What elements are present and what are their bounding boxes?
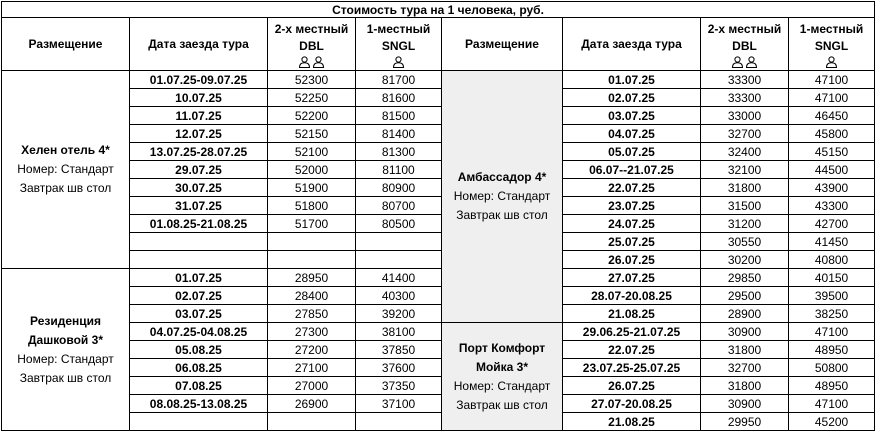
sngl-price-cell: 38250: [789, 305, 875, 323]
dbl-price-cell: 31800: [701, 377, 789, 395]
date-cell: 23.07.25-25.07.25: [563, 359, 701, 377]
header-placement: Размещение: [2, 18, 130, 71]
sngl-price-cell: 48950: [789, 341, 875, 359]
dbl-price-cell: 30900: [701, 323, 789, 341]
date-cell: 29.07.25: [130, 161, 268, 179]
date-cell: 01.07.25: [130, 269, 268, 287]
table-row: [2, 215, 875, 233]
date-cell: 07.08.25: [130, 377, 268, 395]
sngl-price-cell: 41400: [356, 269, 442, 287]
sngl-price-cell: 45800: [789, 125, 875, 143]
sngl-price-cell: 45200: [789, 413, 875, 431]
table-row: [2, 287, 875, 305]
date-cell: 26.07.25: [563, 377, 701, 395]
date-cell: [130, 413, 268, 431]
header-dbl-line1: 2-х местный: [707, 21, 782, 36]
header-sngl: [356, 18, 442, 71]
sngl-price-cell: 46450: [789, 107, 875, 125]
sngl-price-cell: 37850: [356, 341, 442, 359]
table-row: [2, 107, 875, 125]
sngl-price-cell: 44500: [789, 161, 875, 179]
sngl-price-cell: 37100: [356, 395, 442, 413]
date-cell: 21.08.25: [563, 413, 701, 431]
hotel-name: Хелен отель 4*: [21, 143, 110, 157]
dbl-price-cell: 30550: [701, 233, 789, 251]
sngl-price-cell: 80500: [356, 215, 442, 233]
date-cell: 02.07.25: [563, 89, 701, 107]
person-icon: [392, 56, 405, 68]
dbl-price-cell: 27850: [268, 305, 356, 323]
dbl-price-cell: 30200: [701, 251, 789, 269]
hotel-meal: Завтрак шв стол: [19, 370, 112, 385]
table-row: [2, 197, 875, 215]
sngl-price-cell: 81500: [356, 107, 442, 125]
date-cell: 03.07.25: [130, 305, 268, 323]
table-row: [2, 251, 875, 269]
dbl-price-cell: 52150: [268, 125, 356, 143]
dbl-price-cell: 29500: [701, 287, 789, 305]
sngl-price-cell: 80700: [356, 197, 442, 215]
table-row: [2, 143, 875, 161]
sngl-price-cell: 81700: [356, 71, 442, 89]
dbl-price-cell: 52000: [268, 161, 356, 179]
date-cell: 01.08.25-21.08.25: [130, 215, 268, 233]
date-cell: 02.07.25: [130, 287, 268, 305]
sngl-price-cell: 45150: [789, 143, 875, 161]
dbl-price-cell: 32700: [701, 125, 789, 143]
sngl-price-cell: 81100: [356, 161, 442, 179]
table-row: [2, 413, 875, 431]
sngl-price-cell: 48950: [789, 377, 875, 395]
sngl-price-cell: 81400: [356, 125, 442, 143]
header-dbl-line1: 2-х местный: [274, 21, 349, 36]
sngl-price-cell: 39200: [356, 305, 442, 323]
table-row: [2, 179, 875, 197]
hotel-room: Номер: Стандарт: [453, 189, 551, 203]
header-dbl-line2: DBL: [299, 38, 324, 53]
sngl-price-cell: 42700: [789, 215, 875, 233]
dbl-price-cell: 52250: [268, 89, 356, 107]
hotel-meal: Завтрак шв стол: [456, 397, 548, 412]
dbl-price-cell: 28400: [268, 287, 356, 305]
date-cell: 29.06.25-21.07.25: [563, 323, 701, 341]
date-cell: 03.07.25: [563, 107, 701, 125]
date-cell: [130, 251, 268, 269]
header-date: Дата заезда тура: [130, 18, 268, 71]
sngl-price-cell: 40150: [789, 269, 875, 287]
dbl-price-cell: 31800: [701, 179, 789, 197]
dbl-price-cell: [268, 413, 356, 431]
table-row: [2, 305, 875, 323]
hotel-cell: [442, 71, 563, 323]
person-icon: [298, 56, 311, 68]
date-cell: 31.07.25: [130, 197, 268, 215]
date-cell: 28.07-20.08.25: [563, 287, 701, 305]
sngl-price-cell: 81300: [356, 143, 442, 161]
header-placement-right: Размещение: [442, 18, 563, 71]
date-cell: 27.07.25: [563, 269, 701, 287]
date-cell: 12.07.25: [130, 125, 268, 143]
sngl-price-cell: 43900: [789, 179, 875, 197]
date-cell: 04.07.25: [563, 125, 701, 143]
sngl-price-cell: 50800: [789, 359, 875, 377]
sngl-price-cell: [356, 233, 442, 251]
date-cell: 27.07-20.08.25: [563, 395, 701, 413]
dbl-price-cell: [268, 233, 356, 251]
sngl-price-cell: [356, 413, 442, 431]
header-sngl-line1: 1-местный: [799, 21, 864, 36]
sngl-price-cell: [356, 251, 442, 269]
sngl-price-cell: 37600: [356, 359, 442, 377]
header-sngl-line1: 1-местный: [366, 21, 431, 36]
header-dbl-line2: DBL: [732, 38, 757, 53]
date-cell: [130, 233, 268, 251]
table-row: [2, 89, 875, 107]
table-row: [2, 323, 875, 341]
date-cell: 01.07.25-09.07.25: [130, 71, 268, 89]
dbl-price-cell: 32100: [701, 161, 789, 179]
table-row: [2, 395, 875, 413]
dbl-price-cell: 52100: [268, 143, 356, 161]
dbl-price-cell: 32400: [701, 143, 789, 161]
person-icon: [825, 56, 838, 68]
date-cell: 01.07.25: [563, 71, 701, 89]
dbl-price-cell: [268, 251, 356, 269]
person-icon: [731, 56, 744, 68]
header-sngl-right: [789, 18, 875, 71]
table-row: [2, 341, 875, 359]
dbl-price-cell: 27200: [268, 341, 356, 359]
table-row: [2, 71, 875, 89]
date-cell: 21.08.25: [563, 305, 701, 323]
date-cell: 26.07.25: [563, 251, 701, 269]
date-cell: 04.07.25-04.08.25: [130, 323, 268, 341]
hotel-name: Амбассадор 4*: [457, 170, 547, 184]
date-cell: 22.07.25: [563, 341, 701, 359]
sngl-price-cell: 40800: [789, 251, 875, 269]
dbl-price-cell: 32700: [701, 359, 789, 377]
dbl-price-cell: 31500: [701, 197, 789, 215]
header-date-right: Дата заезда тура: [563, 18, 701, 71]
date-cell: 08.08.25-13.08.25: [130, 395, 268, 413]
table-title: Стоимость тура на 1 человека, руб.: [2, 2, 875, 18]
dbl-price-cell: 33300: [701, 71, 789, 89]
price-table: [1, 1, 875, 431]
date-cell: 06.08.25: [130, 359, 268, 377]
dbl-price-cell: 26900: [268, 395, 356, 413]
header-sngl-line2: SNGL: [814, 38, 849, 53]
dbl-price-cell: 29950: [701, 413, 789, 431]
dbl-price-cell: 52200: [268, 107, 356, 125]
sngl-price-cell: 47100: [789, 395, 875, 413]
date-cell: 11.07.25: [130, 107, 268, 125]
dbl-price-cell: 28900: [701, 305, 789, 323]
date-cell: 05.07.25: [563, 143, 701, 161]
dbl-price-cell: 51900: [268, 179, 356, 197]
hotel-meal: Завтрак шв стол: [456, 208, 548, 222]
table-row: [2, 377, 875, 395]
person-icon: [745, 56, 758, 68]
dbl-price-cell: 51700: [268, 215, 356, 233]
person-icon: [312, 56, 325, 68]
date-cell: 30.07.25: [130, 179, 268, 197]
hotel-name: Порт Комфорт Мойка 3*: [458, 340, 546, 374]
date-cell: 25.07.25: [563, 233, 701, 251]
dbl-price-cell: 31200: [701, 215, 789, 233]
sngl-price-cell: 43300: [789, 197, 875, 215]
sngl-price-cell: 81600: [356, 89, 442, 107]
date-cell: 23.07.25: [563, 197, 701, 215]
table-row: [2, 125, 875, 143]
hotel-name: Резиденция Дашковой 3*: [27, 313, 103, 347]
sngl-price-cell: 41450: [789, 233, 875, 251]
hotel-room: Номер: Стандарт: [17, 162, 114, 176]
dbl-price-cell: 33000: [701, 107, 789, 125]
date-cell: 22.07.25: [563, 179, 701, 197]
hotel-meal: Завтрак шв стол: [19, 181, 112, 195]
sngl-price-cell: 47100: [789, 71, 875, 89]
header-dbl: [268, 18, 356, 71]
sngl-price-cell: 39500: [789, 287, 875, 305]
dbl-price-cell: 27300: [268, 323, 356, 341]
table-row: [2, 269, 875, 287]
date-cell: 05.08.25: [130, 341, 268, 359]
table-row: [2, 161, 875, 179]
sngl-price-cell: 40300: [356, 287, 442, 305]
sngl-price-cell: 47100: [789, 89, 875, 107]
header-dbl-right: [701, 18, 789, 71]
hotel-cell: [2, 71, 130, 269]
dbl-price-cell: 52300: [268, 71, 356, 89]
hotel-room: Номер: Стандарт: [453, 378, 551, 393]
header-sngl-line2: SNGL: [381, 38, 416, 53]
dbl-price-cell: 51800: [268, 197, 356, 215]
table-row: [2, 359, 875, 377]
dbl-price-cell: 27000: [268, 377, 356, 395]
sngl-price-cell: 37350: [356, 377, 442, 395]
dbl-price-cell: 31800: [701, 341, 789, 359]
date-cell: 24.07.25: [563, 215, 701, 233]
dbl-price-cell: 33300: [701, 89, 789, 107]
date-cell: 06.07--21.07.25: [563, 161, 701, 179]
dbl-price-cell: 27100: [268, 359, 356, 377]
date-cell: 13.07.25-28.07.25: [130, 143, 268, 161]
date-cell: 10.07.25: [130, 89, 268, 107]
sngl-price-cell: 47100: [789, 323, 875, 341]
hotel-cell: [2, 269, 130, 431]
dbl-price-cell: 29850: [701, 269, 789, 287]
hotel-room: Номер: Стандарт: [17, 351, 114, 366]
table-row: [2, 233, 875, 251]
dbl-price-cell: 30900: [701, 395, 789, 413]
dbl-price-cell: 28950: [268, 269, 356, 287]
sngl-price-cell: 38100: [356, 323, 442, 341]
sngl-price-cell: 80900: [356, 179, 442, 197]
hotel-cell: [442, 323, 563, 431]
